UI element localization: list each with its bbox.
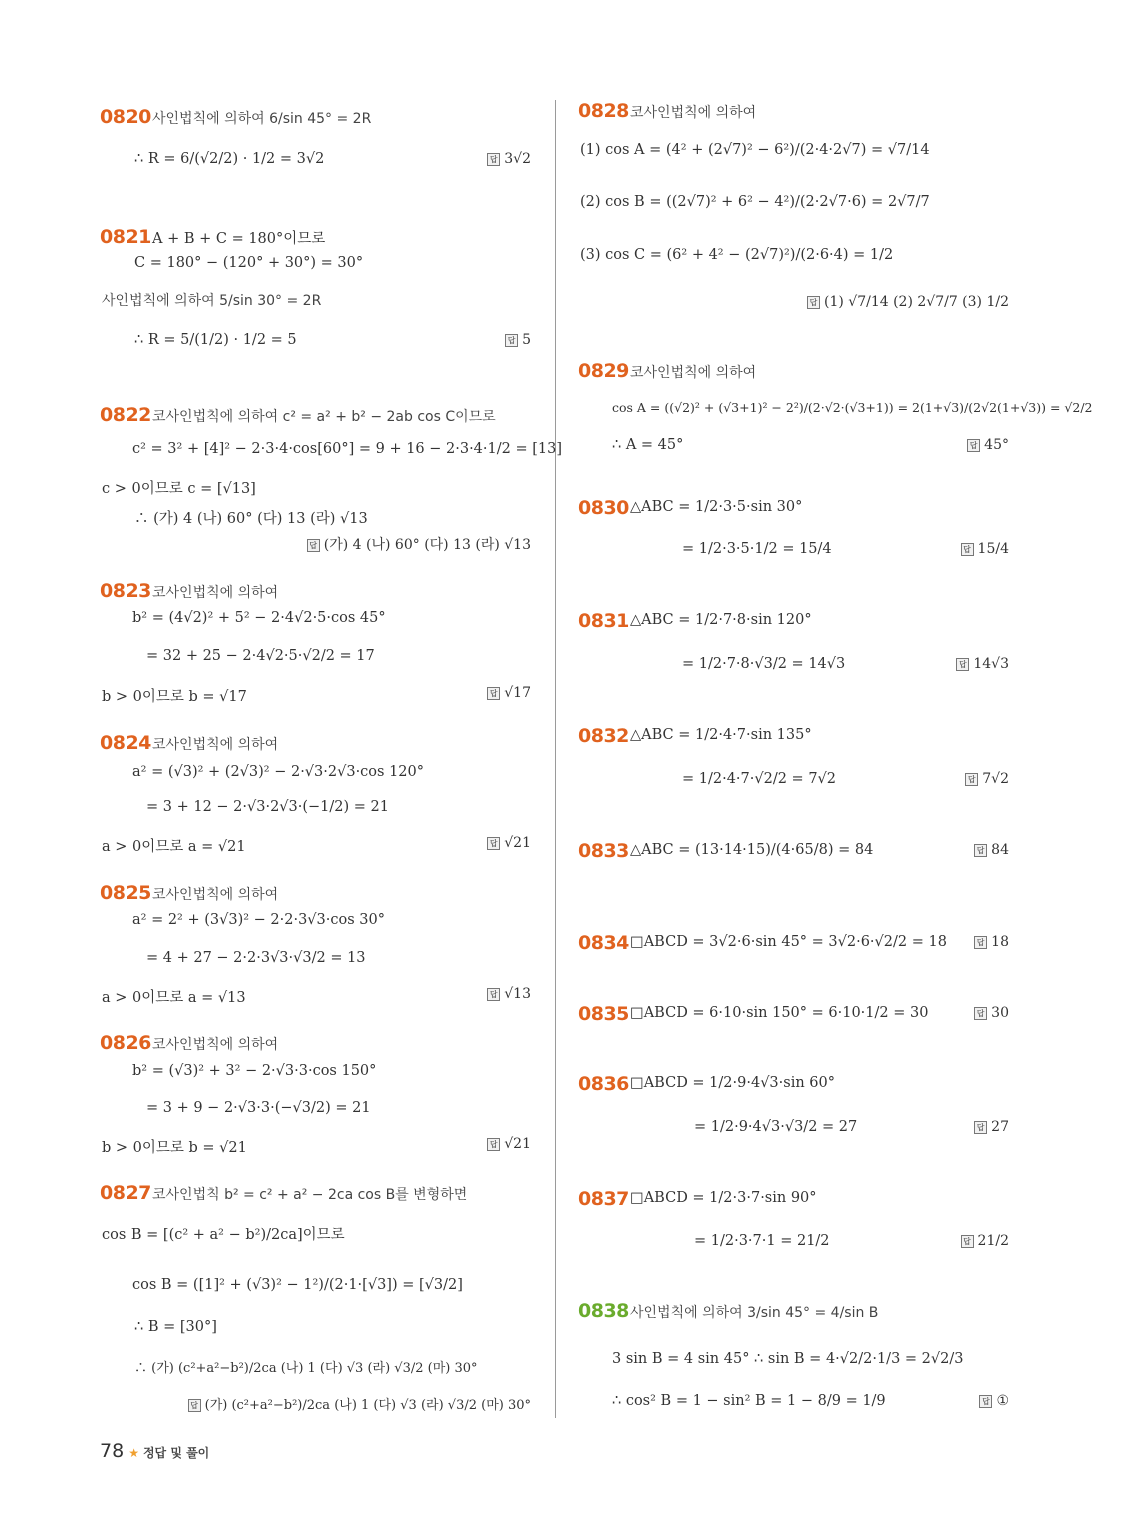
answer-mark-icon: 답 <box>487 687 500 700</box>
solution-line: 코사인법칙에 의하여 <box>152 887 279 903</box>
solution-line: = 1/2·3·7·1 = 21/2 <box>694 1233 830 1249</box>
solution-line: b² = (4√2)² + 5² − 2·4√2·5·cos 45° <box>132 610 386 626</box>
solution-line: ∴ B = [30°] <box>134 1319 217 1335</box>
answer: 답 (가) (c²+a²−b²)/2ca (나) 1 (다) √3 (라) √3/2 (마) 30° <box>188 1394 531 1413</box>
problem-number: 0837 <box>578 1188 629 1210</box>
solution-line: (3) cos C = (6² + 4² − (2√7)²)/(2·6·4) = 1/2 <box>580 247 894 263</box>
solution-line: (1) cos A = (4² + (2√7)² − 6²)/(2·4·2√7) = √7/14 <box>580 142 930 158</box>
solution-line: (2) cos B = ((2√7)² + 6² − 4²)/(2·2√7·6) = 2√7/7 <box>580 194 930 210</box>
solution-line: = 3 + 12 − 2·√3·2√3·(−1/2) = 21 <box>146 799 389 815</box>
solution-line: = 1/2·7·8·√3/2 = 14√3 <box>682 656 846 672</box>
solution-line: 사인법칙에 의하여 5/sin 30° = 2R <box>102 293 322 309</box>
answer: 답 45° <box>967 437 1009 453</box>
solution-line: □ABCD = 3√2·6·sin 45° = 3√2·6·√2/2 = 18 <box>630 934 947 950</box>
solution-line: cos B = ([1]² + (√3)² − 1²)/(2·1·[√3]) = [√3/2] <box>132 1277 463 1293</box>
answer: 답 √21 <box>487 1136 531 1152</box>
solution-line: b² = (√3)² + 3² − 2·√3·3·cos 150° <box>132 1063 377 1079</box>
answer: 답 30 <box>974 1005 1009 1021</box>
solution-line: a² = 2² + (3√3)² − 2·2·3√3·cos 30° <box>132 912 385 928</box>
page-number: 78 <box>100 1440 125 1462</box>
answer-mark-icon: 답 <box>967 439 980 452</box>
answer-mark-icon: 답 <box>956 658 969 671</box>
solution-line: ∴ R = 6/(√2/2) · 1/2 = 3√2 <box>134 151 325 167</box>
answer: 답 (1) √7/14 (2) 2√7/7 (3) 1/2 <box>807 294 1009 310</box>
solution-line: ∴ (가) 4 (나) 60° (다) 13 (라) √13 <box>134 511 368 527</box>
problem-number: 0821 <box>100 226 151 248</box>
problem-number: 0829 <box>578 360 629 382</box>
problem-number: 0834 <box>578 932 629 954</box>
answer-mark-icon: 답 <box>974 844 987 857</box>
solution-line: 코사인법칙에 의하여 c² = a² + b² − 2ab cos C이므로 <box>152 409 496 425</box>
answer-mark-icon: 답 <box>974 1007 987 1020</box>
solution-line: ∴ R = 5/(1/2) · 1/2 = 5 <box>134 332 297 348</box>
solution-line: a > 0이므로 a = √13 <box>102 990 246 1006</box>
answer: 답 27 <box>974 1119 1009 1135</box>
star-icon: ★ <box>128 1446 139 1460</box>
solution-line: = 3 + 9 − 2·√3·3·(−√3/2) = 21 <box>146 1100 371 1116</box>
problem-number: 0835 <box>578 1003 629 1025</box>
answer-mark-icon: 답 <box>487 1138 500 1151</box>
solution-line: = 32 + 25 − 2·4√2·5·√2/2 = 17 <box>146 648 375 664</box>
column-divider <box>555 100 556 1418</box>
problem-number: 0828 <box>578 100 629 122</box>
solution-line: = 4 + 27 − 2·2·3√3·√3/2 = 13 <box>146 950 366 966</box>
problem-number: 0827 <box>100 1182 151 1204</box>
solution-line: △ABC = 1/2·4·7·sin 135° <box>630 727 812 743</box>
solution-line: 코사인법칙에 의하여 <box>152 585 279 601</box>
problem-number: 0832 <box>578 725 629 747</box>
solution-line: b > 0이므로 b = √21 <box>102 1140 247 1156</box>
solution-line: c² = 3² + [4]² − 2·3·4·cos[60°] = 9 + 16 − 2·3·4·1/2 = [13] <box>132 441 562 457</box>
solution-line: 사인법칙에 의하여 3/sin 45° = 4/sin B <box>630 1305 879 1321</box>
problem-number: 0820 <box>100 106 151 128</box>
answer: 답 √17 <box>487 685 531 701</box>
solution-line: c > 0이므로 c = [√13] <box>102 481 256 497</box>
answer: 답 15/4 <box>961 541 1009 557</box>
answer: 답 18 <box>974 934 1009 950</box>
solution-line: = 1/2·4·7·√2/2 = 7√2 <box>682 771 837 787</box>
answer-mark-icon: 답 <box>487 988 500 1001</box>
page-footer <box>100 1440 209 1462</box>
problem-number: 0833 <box>578 840 629 862</box>
problem-number: 0826 <box>100 1032 151 1054</box>
problem-number: 0824 <box>100 732 151 754</box>
solution-line: = 1/2·3·5·1/2 = 15/4 <box>682 541 832 557</box>
answer: 답 5 <box>505 332 531 348</box>
answer: 답 21/2 <box>961 1233 1009 1249</box>
answer-mark-icon: 답 <box>974 1121 987 1134</box>
solution-line: □ABCD = 6·10·sin 150° = 6·10·1/2 = 30 <box>630 1005 929 1021</box>
solution-line: 코사인법칙에 의하여 <box>630 105 757 121</box>
solution-line: 3 sin B = 4 sin 45° ∴ sin B = 4·√2/2·1/3 = 2√2/3 <box>612 1351 964 1367</box>
answer: 답 (가) 4 (나) 60° (다) 13 (라) √13 <box>307 534 531 554</box>
problem-number: 0822 <box>100 404 151 426</box>
answer-mark-icon: 답 <box>965 773 978 786</box>
answer-mark-icon: 답 <box>487 837 500 850</box>
answer-mark-icon: 답 <box>807 296 820 309</box>
answer-mark-icon: 답 <box>961 543 974 556</box>
solution-line: 코사인법칙에 의하여 <box>152 1037 279 1053</box>
answer-mark-icon: 답 <box>188 1399 201 1412</box>
solution-line: 코사인법칙에 의하여 <box>630 365 757 381</box>
answer: 답 14√3 <box>956 656 1009 672</box>
solution-line: a² = (√3)² + (2√3)² − 2·√3·2√3·cos 120° <box>132 764 425 780</box>
answer-mark-icon: 답 <box>961 1235 974 1248</box>
solution-line: □ABCD = 1/2·9·4√3·sin 60° <box>630 1075 835 1091</box>
solution-line: a > 0이므로 a = √21 <box>102 839 246 855</box>
answer: 답 84 <box>974 842 1009 858</box>
answer-mark-icon: 답 <box>979 1395 992 1408</box>
solution-line: A + B + C = 180°이므로 <box>152 231 326 247</box>
solution-line: cos B = [(c² + a² − b²)/2ca]이므로 <box>102 1227 345 1243</box>
solution-line: 코사인법칙에 의하여 <box>152 737 279 753</box>
problem-number: 0830 <box>578 497 629 519</box>
solution-line: ∴ A = 45° <box>612 437 684 453</box>
answer-mark-icon: 답 <box>307 539 320 552</box>
solution-line: △ABC = (13·14·15)/(4·65/8) = 84 <box>630 842 874 858</box>
solution-line: △ABC = 1/2·7·8·sin 120° <box>630 612 812 628</box>
answer: 답 7√2 <box>965 771 1009 787</box>
problem-number: 0831 <box>578 610 629 632</box>
solution-line: 사인법칙에 의하여 6/sin 45° = 2R <box>152 111 372 127</box>
solution-line: △ABC = 1/2·3·5·sin 30° <box>630 499 803 515</box>
answer: 답 √21 <box>487 835 531 851</box>
problem-number: 0838 <box>578 1300 629 1322</box>
answer-mark-icon: 답 <box>974 936 987 949</box>
solution-line: □ABCD = 1/2·3·7·sin 90° <box>630 1190 817 1206</box>
solution-line: ∴ cos² B = 1 − sin² B = 1 − 8/9 = 1/9 <box>612 1393 886 1409</box>
solution-line: ∴ (가) (c²+a²−b²)/2ca (나) 1 (다) √3 (라) √3/2 (마) 30° <box>134 1361 478 1376</box>
answer-mark-icon: 답 <box>505 334 518 347</box>
answer: 답 ① <box>979 1393 1009 1409</box>
answer: 답 √13 <box>487 986 531 1002</box>
problem-number: 0825 <box>100 882 151 904</box>
answer-mark-icon: 답 <box>487 153 500 166</box>
solution-line: = 1/2·9·4√3·√3/2 = 27 <box>694 1119 858 1135</box>
footer-label: 정답 및 풀이 <box>142 1446 210 1460</box>
solution-line: 코사인법칙 b² = c² + a² − 2ca cos B를 변형하면 <box>152 1187 468 1203</box>
solution-line: b > 0이므로 b = √17 <box>102 689 247 705</box>
problem-number: 0836 <box>578 1073 629 1095</box>
problem-number: 0823 <box>100 580 151 602</box>
answer: 답 3√2 <box>487 151 531 167</box>
solution-line: cos A = ((√2)² + (√3+1)² − 2²)/(2·√2·(√3+1)) = 2(1+√3)/(2√2(1+√3)) = √2/2 <box>612 400 1093 415</box>
solution-line: C = 180° − (120° + 30°) = 30° <box>134 255 364 271</box>
